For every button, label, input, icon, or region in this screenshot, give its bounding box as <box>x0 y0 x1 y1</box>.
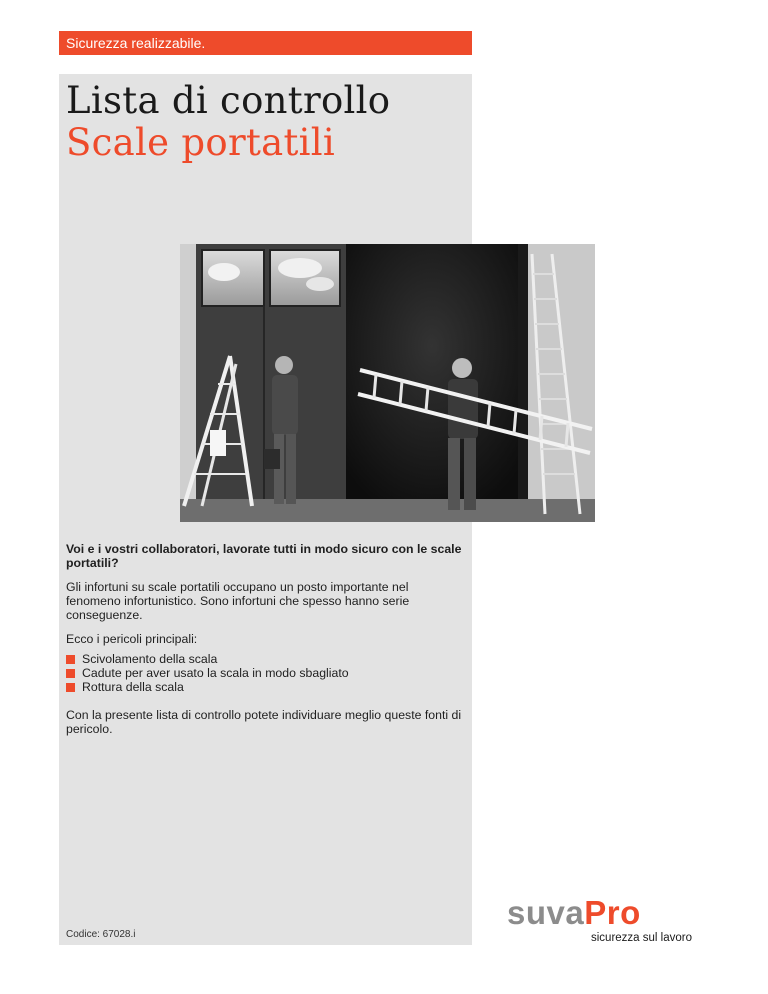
logo-wordmark <box>507 895 707 931</box>
cover-photo <box>180 244 595 522</box>
square-bullet-icon <box>66 669 75 678</box>
logo-pro: Pro <box>584 894 641 931</box>
hazard-text: Rottura della scala <box>82 680 184 694</box>
hazard-text: Cadute per aver usato la scala in modo sbagliato <box>82 666 349 680</box>
brand-banner: Sicurezza realizzabile. <box>59 31 472 55</box>
hazard-list <box>66 652 466 694</box>
list-item <box>66 666 466 680</box>
page-title <box>66 80 390 164</box>
intro-text <box>66 542 466 736</box>
suvapro-logo <box>507 895 707 944</box>
intro-paragraph: Gli infortuni su scale portatili occupano un posto importante nel fenomeno infortunistico. Sono infortuni che spesso hanno serie conseguenze. <box>66 580 410 622</box>
square-bullet-icon <box>66 683 75 692</box>
list-item <box>66 652 466 666</box>
document-code: Codice: 67028.i <box>66 929 136 940</box>
logo-suva: suva <box>507 894 585 931</box>
title-line-2: Scale portatili <box>66 121 336 164</box>
square-bullet-icon <box>66 655 75 664</box>
title-line-1: Lista di controllo <box>66 79 391 122</box>
dangers-label: Ecco i pericoli principali: <box>66 632 198 646</box>
hazard-text: Scivolamento della scala <box>82 652 218 666</box>
closing-paragraph: Con la presente lista di controllo potete individuare meglio queste fonti di pericolo. <box>66 708 462 736</box>
list-item <box>66 680 466 694</box>
lead-question: Voi e i vostri collaboratori, lavorate tutti in modo sicuro con le scale portatili? <box>66 542 462 570</box>
logo-tagline: sicurezza sul lavoro <box>591 932 692 944</box>
